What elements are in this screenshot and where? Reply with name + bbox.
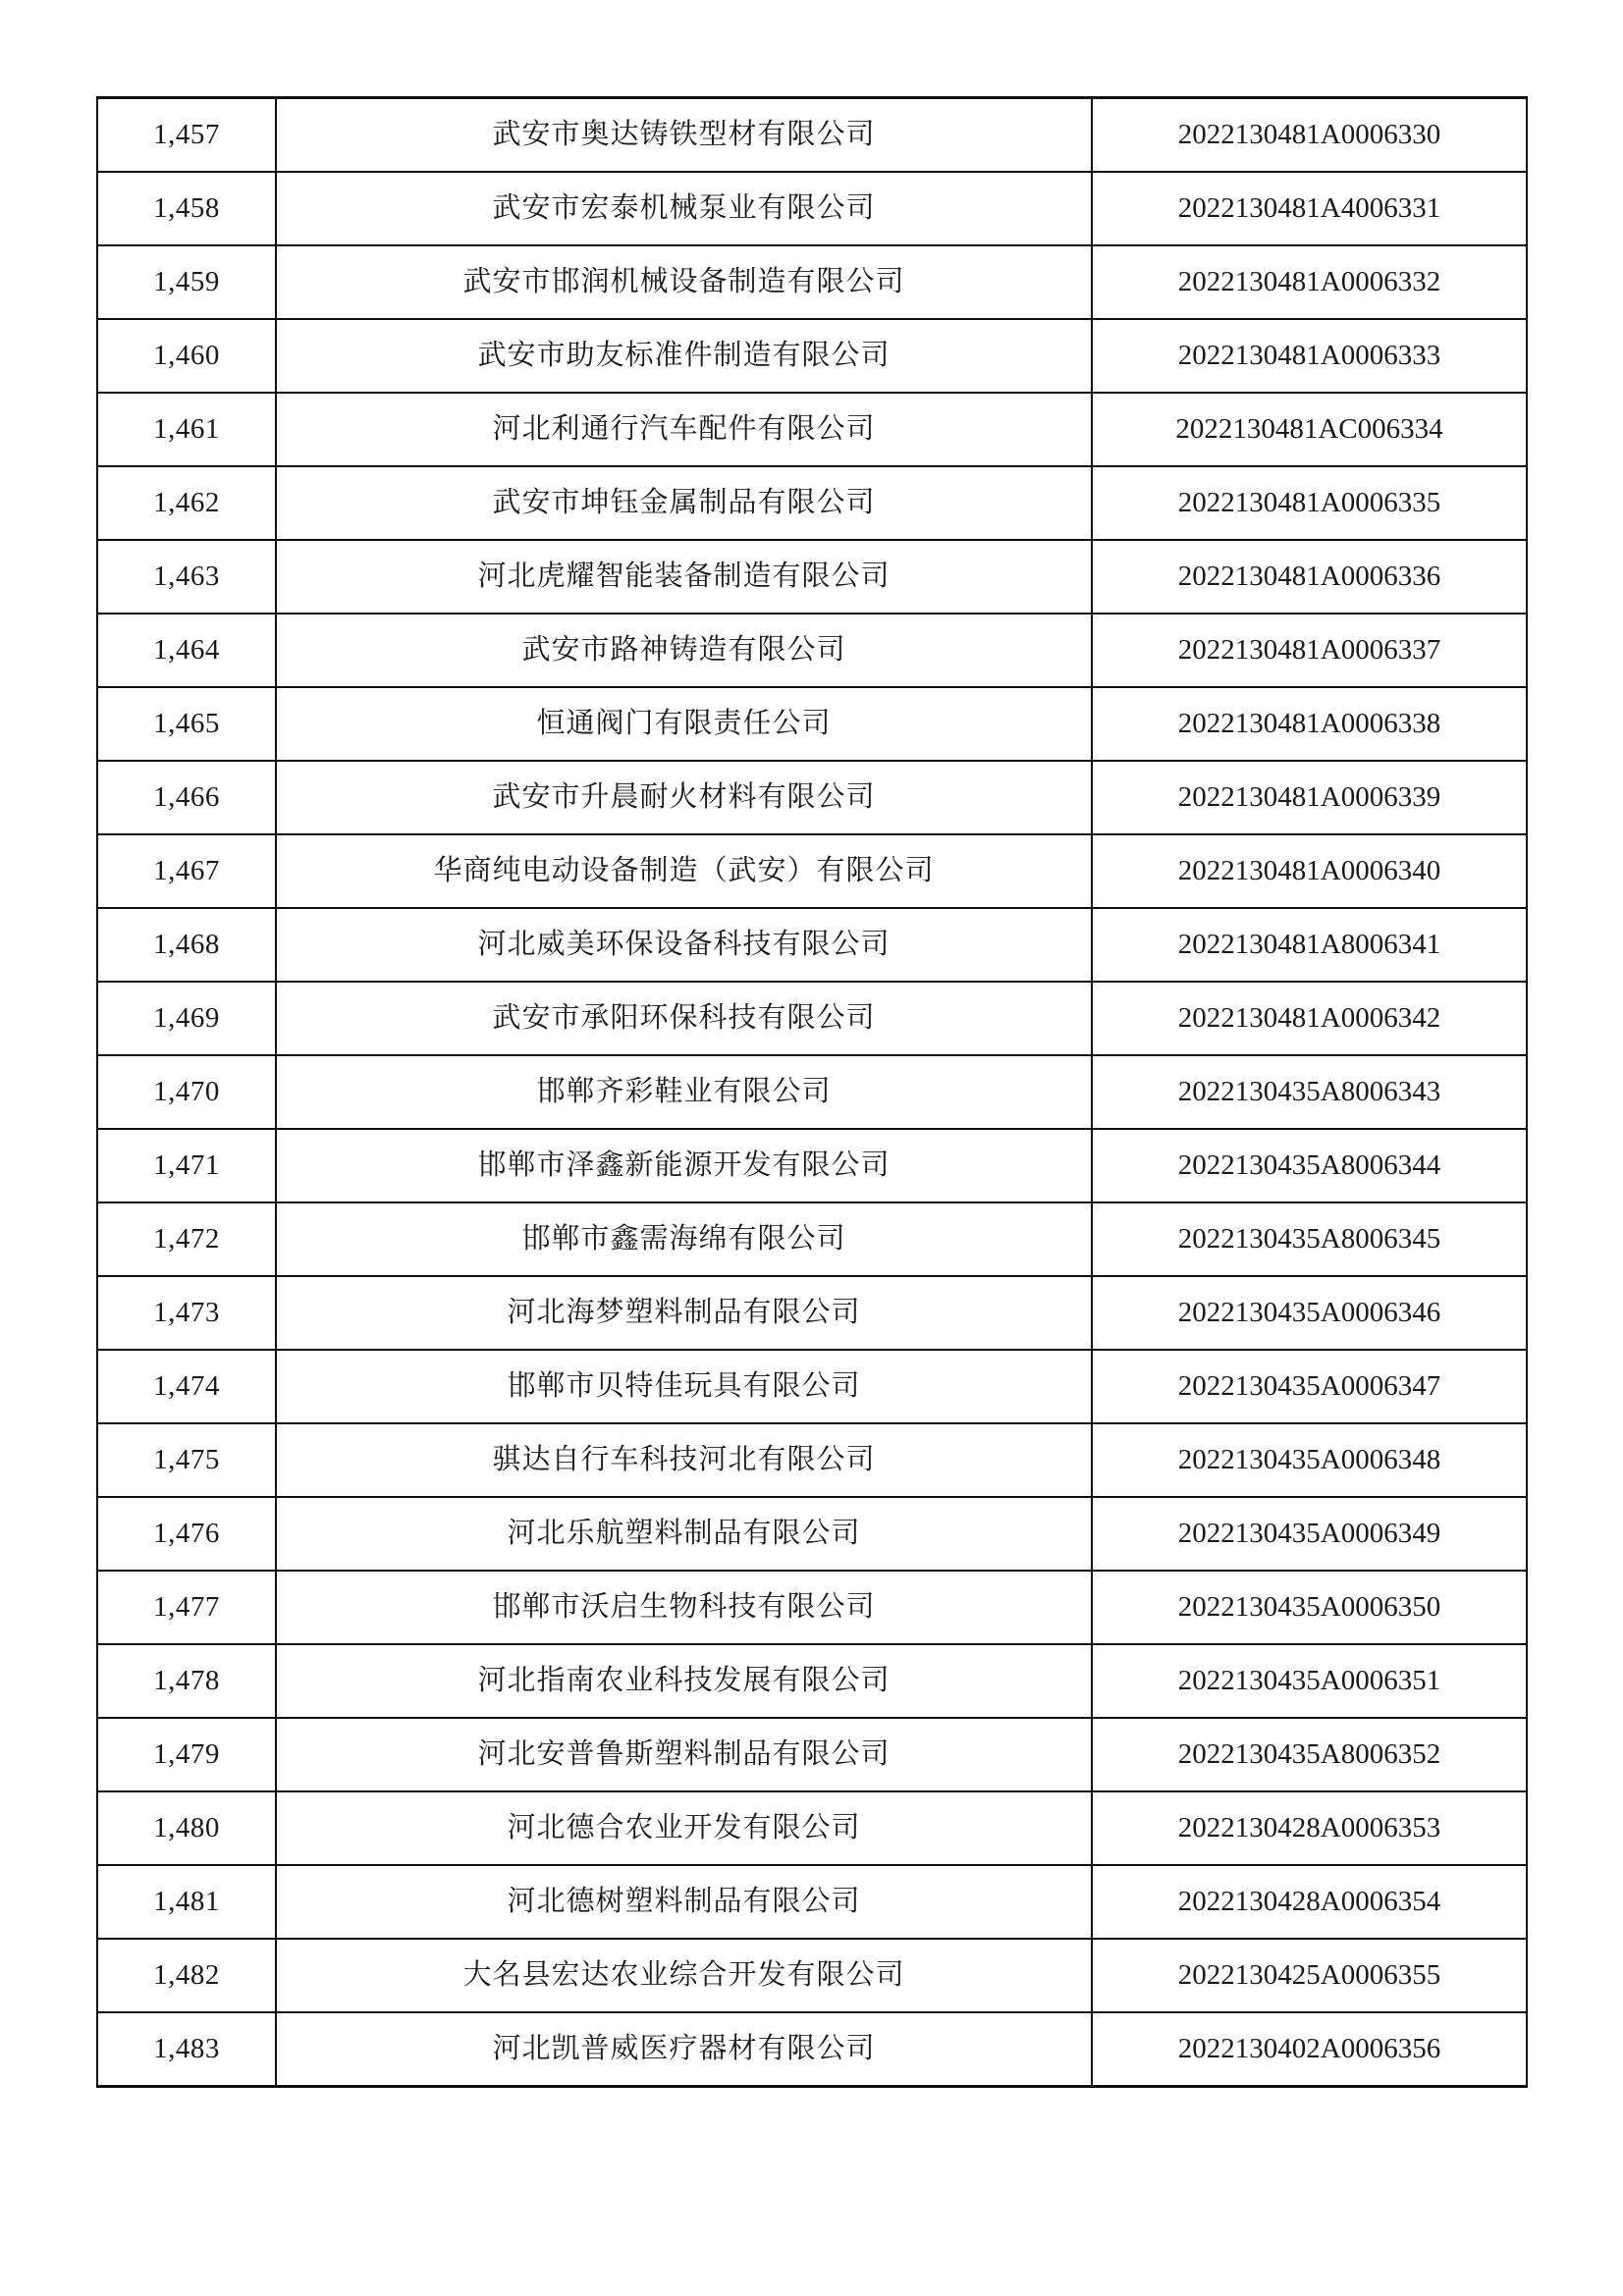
table-row	[97, 1276, 1527, 1350]
row-number-cell: 1,482	[97, 1939, 276, 2012]
registration-code-cell: 2022130481A0006336	[1092, 540, 1527, 614]
row-number-cell: 1,464	[97, 614, 276, 687]
company-name-cell: 邯郸市贝特佳玩具有限公司	[276, 1350, 1092, 1423]
registration-code-cell: 2022130481A0006333	[1092, 319, 1527, 393]
registration-code-cell: 2022130481A0006342	[1092, 982, 1527, 1055]
table-row	[97, 761, 1527, 834]
row-number-cell: 1,467	[97, 834, 276, 908]
table-row	[97, 2012, 1527, 2087]
company-name-cell: 河北威美环保设备科技有限公司	[276, 908, 1092, 982]
company-registry-table	[96, 96, 1528, 2088]
company-name-cell: 武安市宏泰机械泵业有限公司	[276, 172, 1092, 245]
registration-code-cell: 2022130481A0006335	[1092, 466, 1527, 540]
company-name-cell: 河北乐航塑料制品有限公司	[276, 1497, 1092, 1571]
company-name-cell: 河北德合农业开发有限公司	[276, 1791, 1092, 1865]
table-row	[97, 1497, 1527, 1571]
table-row	[97, 1423, 1527, 1497]
registration-code-cell: 2022130435A0006348	[1092, 1423, 1527, 1497]
registration-code-cell: 2022130481A0006338	[1092, 687, 1527, 761]
row-number-cell: 1,468	[97, 908, 276, 982]
company-name-cell: 华商纯电动设备制造（武安）有限公司	[276, 834, 1092, 908]
table-row	[97, 1939, 1527, 2012]
row-number-cell: 1,481	[97, 1865, 276, 1939]
company-name-cell: 河北虎耀智能装备制造有限公司	[276, 540, 1092, 614]
table-row	[97, 1791, 1527, 1865]
registration-code-cell: 2022130428A0006354	[1092, 1865, 1527, 1939]
row-number-cell: 1,476	[97, 1497, 276, 1571]
row-number-cell: 1,477	[97, 1571, 276, 1644]
row-number-cell: 1,459	[97, 245, 276, 319]
registration-code-cell: 2022130481A0006332	[1092, 245, 1527, 319]
registration-code-cell: 2022130425A0006355	[1092, 1939, 1527, 2012]
registration-code-cell: 2022130435A8006345	[1092, 1202, 1527, 1276]
table-row	[97, 1202, 1527, 1276]
row-number-cell: 1,478	[97, 1644, 276, 1718]
row-number-cell: 1,463	[97, 540, 276, 614]
registration-code-cell: 2022130435A0006346	[1092, 1276, 1527, 1350]
company-name-cell: 武安市邯润机械设备制造有限公司	[276, 245, 1092, 319]
registration-code-cell: 2022130481A8006341	[1092, 908, 1527, 982]
company-name-cell: 恒通阀门有限责任公司	[276, 687, 1092, 761]
table-row	[97, 540, 1527, 614]
company-name-cell: 河北指南农业科技发展有限公司	[276, 1644, 1092, 1718]
row-number-cell: 1,483	[97, 2012, 276, 2087]
row-number-cell: 1,457	[97, 98, 276, 173]
registration-code-cell: 2022130435A0006351	[1092, 1644, 1527, 1718]
table-row	[97, 172, 1527, 245]
row-number-cell: 1,465	[97, 687, 276, 761]
table-row	[97, 1129, 1527, 1202]
registration-code-cell: 2022130481AC006334	[1092, 393, 1527, 466]
company-name-cell: 武安市助友标准件制造有限公司	[276, 319, 1092, 393]
row-number-cell: 1,474	[97, 1350, 276, 1423]
table-row	[97, 245, 1527, 319]
company-name-cell: 邯郸齐彩鞋业有限公司	[276, 1055, 1092, 1129]
row-number-cell: 1,475	[97, 1423, 276, 1497]
row-number-cell: 1,460	[97, 319, 276, 393]
table-row	[97, 687, 1527, 761]
company-name-cell: 邯郸市沃启生物科技有限公司	[276, 1571, 1092, 1644]
registration-code-cell: 2022130428A0006353	[1092, 1791, 1527, 1865]
row-number-cell: 1,479	[97, 1718, 276, 1791]
table-row	[97, 1865, 1527, 1939]
row-number-cell: 1,469	[97, 982, 276, 1055]
company-name-cell: 武安市承阳环保科技有限公司	[276, 982, 1092, 1055]
company-name-cell: 邯郸市泽鑫新能源开发有限公司	[276, 1129, 1092, 1202]
company-name-cell: 武安市坤钰金属制品有限公司	[276, 466, 1092, 540]
row-number-cell: 1,473	[97, 1276, 276, 1350]
row-number-cell: 1,472	[97, 1202, 276, 1276]
table-row	[97, 393, 1527, 466]
table-body	[97, 98, 1527, 2087]
registration-code-cell: 2022130435A0006347	[1092, 1350, 1527, 1423]
row-number-cell: 1,461	[97, 393, 276, 466]
company-name-cell: 河北安普鲁斯塑料制品有限公司	[276, 1718, 1092, 1791]
company-name-cell: 武安市升晨耐火材料有限公司	[276, 761, 1092, 834]
table-row	[97, 319, 1527, 393]
registration-code-cell: 2022130481A0006330	[1092, 98, 1527, 173]
company-name-cell: 河北利通行汽车配件有限公司	[276, 393, 1092, 466]
company-name-cell: 武安市路神铸造有限公司	[276, 614, 1092, 687]
table-row	[97, 834, 1527, 908]
table-row	[97, 908, 1527, 982]
company-name-cell: 邯郸市鑫需海绵有限公司	[276, 1202, 1092, 1276]
registration-code-cell: 2022130435A8006344	[1092, 1129, 1527, 1202]
company-name-cell: 武安市奥达铸铁型材有限公司	[276, 98, 1092, 173]
table-row	[97, 1718, 1527, 1791]
table-row	[97, 982, 1527, 1055]
row-number-cell: 1,480	[97, 1791, 276, 1865]
row-number-cell: 1,471	[97, 1129, 276, 1202]
registration-code-cell: 2022130402A0006356	[1092, 2012, 1527, 2087]
company-name-cell: 骐达自行车科技河北有限公司	[276, 1423, 1092, 1497]
table-row	[97, 466, 1527, 540]
table-row	[97, 1571, 1527, 1644]
company-name-cell: 河北海梦塑料制品有限公司	[276, 1276, 1092, 1350]
row-number-cell: 1,470	[97, 1055, 276, 1129]
company-name-cell: 河北凯普威医疗器材有限公司	[276, 2012, 1092, 2087]
registration-code-cell: 2022130481A0006340	[1092, 834, 1527, 908]
table-row	[97, 98, 1527, 173]
registration-code-cell: 2022130481A4006331	[1092, 172, 1527, 245]
table-row	[97, 1055, 1527, 1129]
registration-code-cell: 2022130435A8006352	[1092, 1718, 1527, 1791]
table-row	[97, 1644, 1527, 1718]
registration-code-cell: 2022130481A0006337	[1092, 614, 1527, 687]
registration-code-cell: 2022130481A0006339	[1092, 761, 1527, 834]
row-number-cell: 1,458	[97, 172, 276, 245]
company-name-cell: 河北德树塑料制品有限公司	[276, 1865, 1092, 1939]
table-row	[97, 614, 1527, 687]
table-row	[97, 1350, 1527, 1423]
registration-code-cell: 2022130435A8006343	[1092, 1055, 1527, 1129]
company-name-cell: 大名县宏达农业综合开发有限公司	[276, 1939, 1092, 2012]
registration-code-cell: 2022130435A0006350	[1092, 1571, 1527, 1644]
row-number-cell: 1,462	[97, 466, 276, 540]
registration-code-cell: 2022130435A0006349	[1092, 1497, 1527, 1571]
row-number-cell: 1,466	[97, 761, 276, 834]
